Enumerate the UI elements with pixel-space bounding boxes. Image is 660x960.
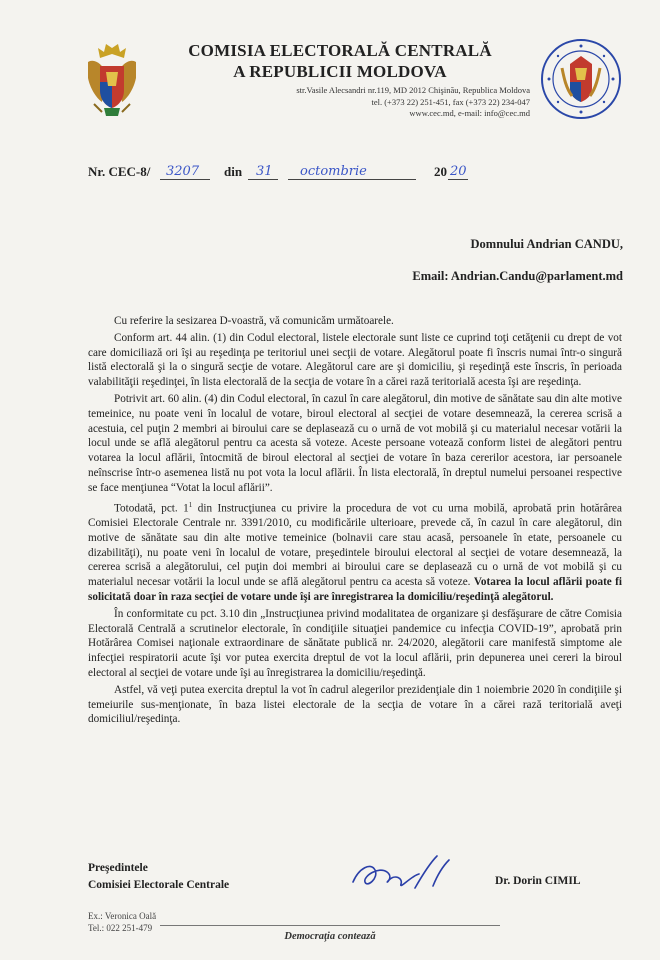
reference-prefix: Nr. CEC-8/ [88, 164, 151, 179]
body-paragraph-6: Astfel, vă veţi putea exercita dreptul la vot în cadrul alegerilor prezidenţiale din 1 noiembrie 2020 în condiţiile şi temeiurile sus-menţionate, în baza listei electorale de la secţia de votare în a cărei rază teritorială aveţi domiciliul/reşedinţa. [88, 683, 622, 726]
paragraph-4-superscript: 1 [188, 500, 193, 509]
reference-din-label: din [224, 164, 243, 179]
reference-number-underline [160, 179, 210, 180]
reference-year-prefix: 20 [434, 164, 447, 179]
footer-motto: Democraţia contează [284, 931, 376, 942]
executor-phone: Tel.: 022 251-479 [88, 923, 153, 933]
paragraph-4-text: din Instrucţiunea cu privire la procedura de vot cu urna mobilă, aprobată prin hotărârea Comisiei Electorale Centrale nr. 3391/2010, cu modificările ulterioare, prevede că, în cazul în care alegătorul, din motive de sănătate sau din alte motive temeinice (bolnavii care stau acasă, persoanele în etate, persoanele cu dizabilităţi), nu poate veni în localul de votare, preşedintele biroului electoral al secţiei de votare desemnează, la cererea scrisă a alegătorului, cel puţin doi membri ai biroului care se deplasează cu o urnă de vot mobilă şi cu materialul necesar votării la locul unde se află alegătorul pentru ca acesta să voteze. [88, 502, 622, 589]
body-paragraph-2: Conform art. 44 alin. (1) din Codul electoral, listele electorale sunt liste ce cuprind toţi cetăţenii cu drept de vot care domiciliază ori îşi au reşedinţa pe teritoriul unei secţii de votare. Alegătorul poate fi înscris numai într-o singură listă electorală şi la o singură secţie de votare. Alegătorul care are şi domiciliu, şi reşedinţă este înscris, în perioada valabilităţii reşedinţei, în lista electorală de la secţia de votare în a cărei rază teritorială acesta îşi are reşedinţa. [88, 331, 622, 389]
paragraph-4-bold-text: Votarea la locul aflării poate fi solicitată doar în raza secţiei de votare unde îşi are înregistrarea la domiciliu/reşedinţă alegătorul. [88, 576, 622, 604]
institution-address [170, 85, 530, 120]
reference-line [88, 160, 508, 184]
addressee-name: Domnului Andrian CANDU, [470, 237, 623, 251]
reference-month: octombrie [300, 164, 367, 179]
letter-body [88, 314, 622, 729]
reference-year: 20 [450, 164, 467, 179]
reference-number: 3207 [166, 164, 200, 179]
signatory-title [88, 860, 229, 894]
coat-of-arms-emblem [84, 42, 140, 122]
address-line3: www.cec.md, e-mail: info@cec.md [409, 108, 530, 118]
signatory-name: Dr. Dorin CIMIL [495, 875, 581, 887]
signatory-title-line1: Preşedintele [88, 862, 148, 874]
paragraph-4-start: Totodată, pct. 1 [114, 502, 189, 515]
reference-year-underline [448, 179, 468, 180]
body-paragraph-3: Potrivit art. 60 alin. (4) din Codul electoral, în cazul în care alegătorul, din motive de sănătate sau din alte motive temeinice, nu poate veni în localul de votare, biroul electoral al secţiei de votare desemnează, la cererea scrisă a acestuia, cel puţin 2 membri ai biroului care se deplasează cu o urnă de vot mobilă şi cu materialul necesar votării la locul unde se află alegătorul pentru ca acesta să voteze. Aceste persoane votează conform listei de alegători pentru votarea la locul aflării, întocmită de biroul electoral al secţiei de votare în baza cererilor acestora, iar persoanele neînscrise într-o asemenea listă nu pot vota la locul aflării. În lista electorală, în dreptul numelui persoanei respective se face menţiunea “Votat la locul aflării”. [88, 392, 622, 494]
body-paragraph-4 [88, 498, 622, 605]
body-paragraph-5: În conformitate cu pct. 3.10 din „Instrucţiunea privind modalitatea de organizare şi desfăşurare de către Comisia Electorală Centrală a scrutinelor electorale, în condiţiile situaţiei pandemice cu infecţia COVID-19”, aprobată prin Hotărârea Comisei naţionale extraordinare de sănătate publică nr. 24/2020, alegătorii care manifestă simptome ale infecţiei respiratorii acute îşi vor putea exercita dreptul de vot la locul aflării, prin depunerea unei cereri la biroul electoral al secţiei de votare unde îşi au înregistrarea la domiciliu/reşedinţă. [88, 607, 622, 680]
address-line2: tel. (+373 22) 251-451, fax (+373 22) 234-047 [371, 96, 530, 107]
signatory-title-line2: Comisiei Electorale Centrale [88, 879, 230, 891]
commission-seal-logo [540, 38, 622, 120]
institution-title [150, 40, 530, 82]
handwritten-signature [345, 848, 455, 898]
addressee-email: Email: Andrian.Candu@parlament.md [412, 269, 623, 283]
footer-divider [160, 925, 500, 926]
reference-day-underline [248, 179, 278, 180]
institution-line1: COMISIA ELECTORALĂ CENTRALĂ [188, 41, 492, 60]
address-line1: str.Vasile Alecsandri nr.119, MD 2012 Chişinău, Republica Moldova [296, 85, 530, 95]
reference-day: 31 [256, 164, 273, 179]
addressee-block [412, 228, 623, 292]
reference-month-underline [288, 179, 416, 180]
executor-name: Ex.: Veronica Oală [88, 911, 157, 921]
body-paragraph-1: Cu referire la sesizarea D-voastră, vă comunicăm următoarele. [114, 315, 394, 327]
institution-line2: A REPUBLICII MOLDOVA [233, 62, 447, 81]
